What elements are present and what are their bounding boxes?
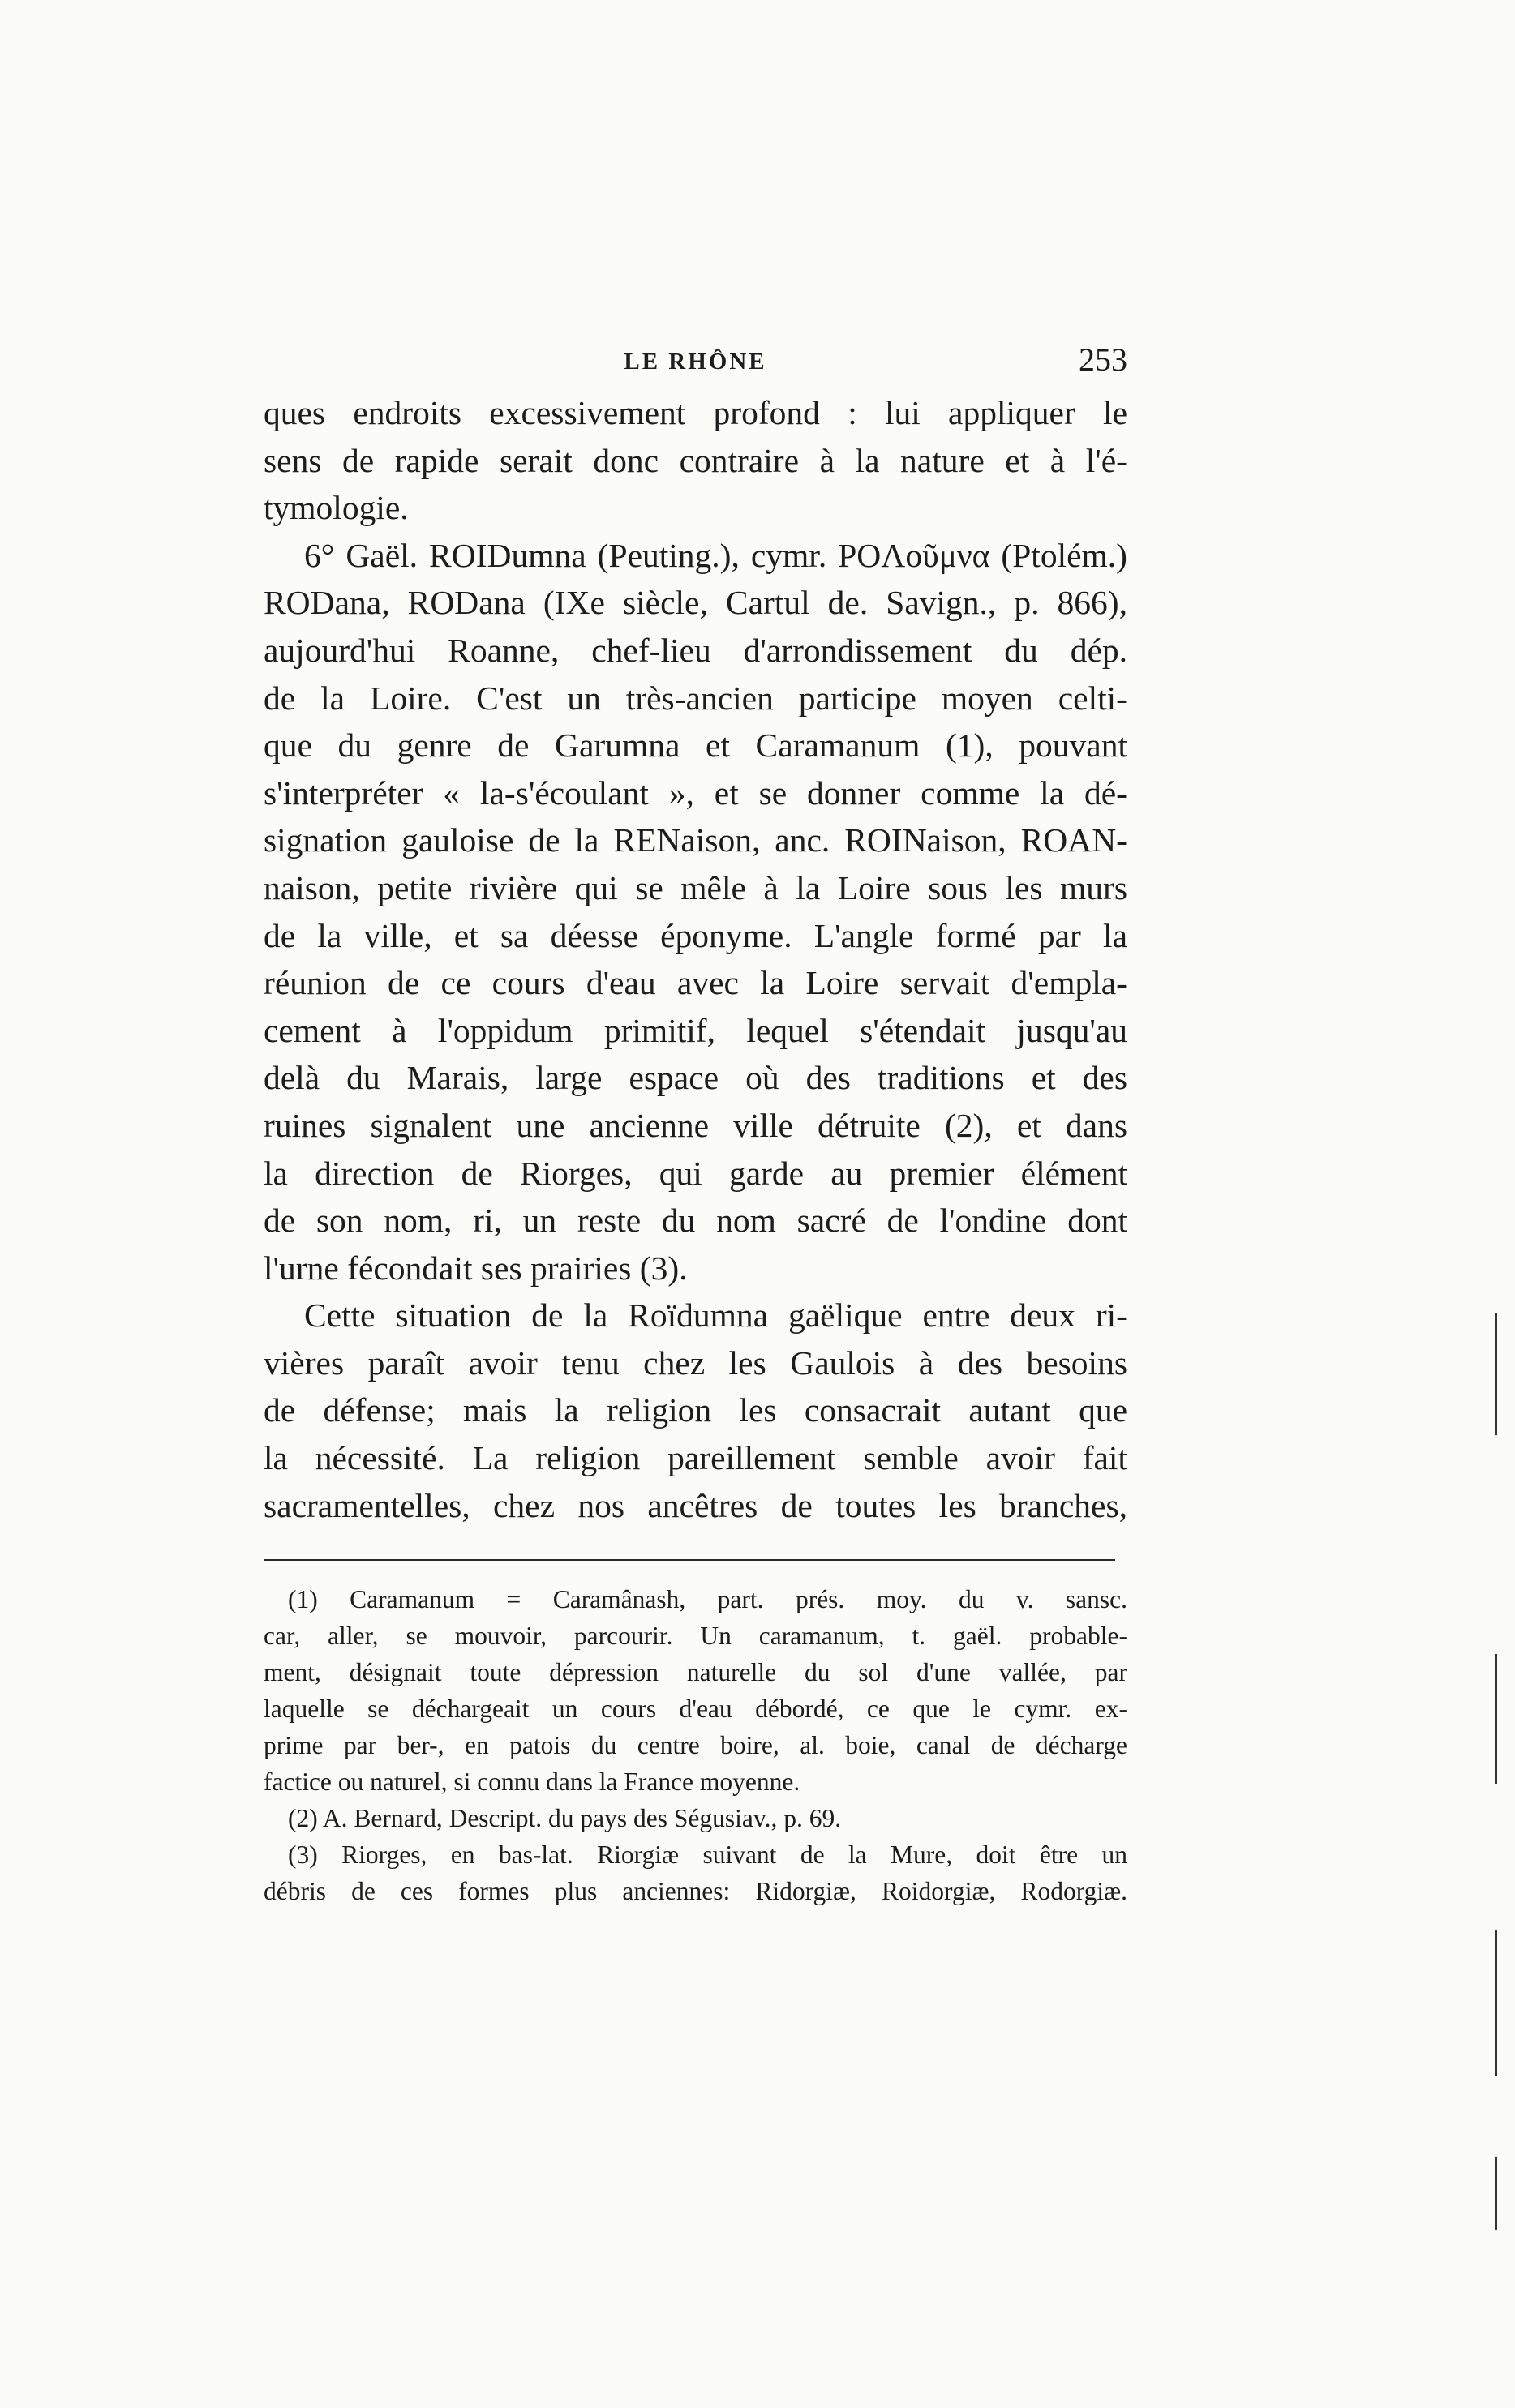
- text-line: naison, petite rivière qui se mêle à la Loire sous les murs: [264, 868, 1127, 906]
- text-line: de son nom, ri, un reste du nom sacré de l'ondine dont: [264, 1202, 1127, 1240]
- text-line: la direction de Riorges, qui garde au premier élément: [264, 1154, 1127, 1192]
- page-header: [264, 341, 1127, 389]
- footnote-line: factice ou naturel, si connu dans la France moyenne.: [264, 1767, 800, 1796]
- footnotes: [264, 1581, 1127, 1909]
- text-line: l'urne fécondait ses prairies (3).: [264, 1249, 688, 1287]
- text-line: sens de rapide serait donc contraire à la nature et à l'é-: [264, 441, 1127, 479]
- scan-edge-mark: [1495, 1313, 1497, 1435]
- footnote-line: (3) Riorges, en bas-lat. Riorgiæ suivant de la Mure, doit être un: [288, 1840, 1127, 1869]
- scan-edge-mark: [1495, 2157, 1497, 2230]
- text-line: réunion de ce cours d'eau avec la Loire servait d'empla-: [264, 964, 1127, 1002]
- text-line: sacramentelles, chez nos ancêtres de toutes les branches,: [264, 1486, 1127, 1524]
- text-line: ques endroits excessivement profond : lui appliquer le: [264, 394, 1127, 431]
- text-line: aujourd'hui Roanne, chef-lieu d'arrondissement du dép.: [264, 631, 1127, 669]
- text-line: ruines signalent une ancienne ville détruite (2), et dans: [264, 1106, 1127, 1144]
- footnote-line: car, aller, se mouvoir, parcourir. Un caramanum, t. gaël. probable-: [264, 1622, 1127, 1650]
- text-line: cement à l'oppidum primitif, lequel s'étendait jusqu'au: [264, 1011, 1127, 1049]
- text-line: vières paraît avoir tenu chez les Gaulois à des besoins: [264, 1343, 1127, 1382]
- text-line: signation gauloise de la RENaison, anc. ROINaison, ROAN-: [264, 821, 1127, 859]
- scan-edge-mark: [1495, 1654, 1497, 1784]
- text-line: que du genre de Garumna et Caramanum (1), pouvant: [264, 726, 1127, 765]
- scan-edge-marks: [1495, 1313, 1498, 2230]
- running-head: LE RHÔNE: [624, 349, 767, 375]
- text-line: s'interpréter « la-s'écoulant », et se donner comme la dé-: [264, 773, 1127, 812]
- text-line: RODana, RODana (IXe siècle, Cartul de. Savign., p. 866),: [264, 584, 1127, 622]
- text-line: de la ville, et sa déesse éponyme. L'angle formé par la: [264, 916, 1127, 954]
- text-line: delà du Marais, large espace où des traditions et des: [264, 1059, 1127, 1097]
- text-line: Cette situation de la Roïdumna gaëlique entre deux ri-: [304, 1296, 1127, 1335]
- main-text: [264, 389, 1127, 1529]
- text-line: tymologie.: [264, 489, 409, 527]
- footnote-line: prime par ber-, en patois du centre boire, al. boie, canal de décharge: [264, 1731, 1127, 1759]
- text-line: la nécessité. La religion pareillement semble avoir fait: [264, 1439, 1127, 1477]
- footnote-line: débris de ces formes plus anciennes: Ridorgiæ, Roidorgiæ, Rodorgiæ.: [264, 1877, 1127, 1905]
- footnote-line: (1) Caramanum = Caramânash, part. prés. moy. du v. sansc.: [288, 1585, 1127, 1613]
- footnote-line: (2) A. Bernard, Descript. du pays des Ségusiav., p. 69.: [288, 1804, 842, 1832]
- scan-edge-mark: [1495, 1930, 1497, 2076]
- footnote-divider: [264, 1559, 1115, 1561]
- page-number: 253: [1079, 341, 1127, 378]
- footnote-line: laquelle se déchargeait un cours d'eau débordé, ce que le cymr. ex-: [264, 1695, 1127, 1723]
- text-line: 6° Gaël. ROIDumna (Peuting.), cymr. POΛοῦμνα (Ptolém.): [304, 536, 1127, 574]
- footnote-line: ment, désignait toute dépression naturelle du sol d'une vallée, par: [264, 1658, 1127, 1686]
- text-line: de la Loire. C'est un très-ancien participe moyen celti-: [264, 679, 1127, 717]
- text-line: de défense; mais la religion les consacrait autant que: [264, 1391, 1127, 1429]
